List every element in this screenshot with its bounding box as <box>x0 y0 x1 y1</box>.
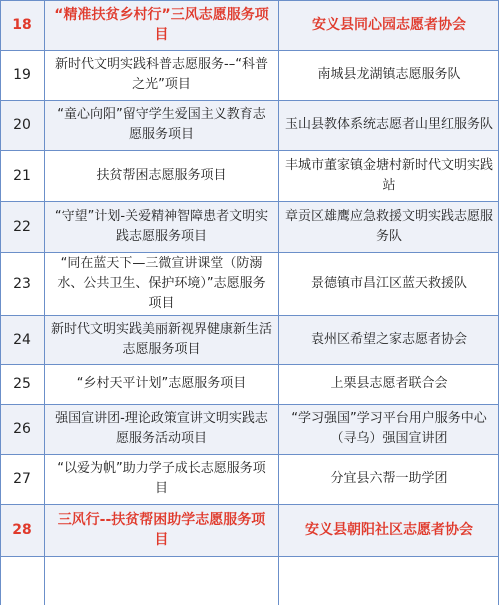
table-row <box>0 50 499 100</box>
column-divider <box>44 0 45 605</box>
row-divider <box>0 0 499 1</box>
project-name: 强国宣讲团-理论政策宣讲文明实践志愿服务活动项目 <box>55 411 268 446</box>
table-row <box>0 0 499 50</box>
organization-name: 安义县朝阳社区志愿者协会 <box>305 522 473 538</box>
organization-name: 分宜县六帮一助学团 <box>330 471 448 486</box>
row-number: 22 <box>13 218 31 235</box>
organization-name: 安义县同心园志愿者协会 <box>312 17 466 33</box>
organization-name: 上栗县志愿者联合会 <box>330 376 448 391</box>
row-divider <box>0 364 499 365</box>
row-number: 28 <box>12 522 32 538</box>
project-name: 三风行--扶贫帮困助学志愿服务项目 <box>57 512 266 548</box>
column-divider <box>0 0 1 605</box>
project-name: “同在蓝天下—三微宣讲课堂（防溺水、公共卫生、保护环境）”志愿服务项目 <box>57 255 266 311</box>
project-name: 新时代文明实践科普志愿服务-–“科普之光”项目 <box>55 57 268 92</box>
row-divider <box>0 100 499 101</box>
row-divider <box>0 556 499 557</box>
row-divider <box>0 252 499 253</box>
project-name: “乡村天平计划”志愿服务项目 <box>76 376 247 391</box>
row-number: 21 <box>13 167 31 184</box>
organization-name: 南城县龙湖镇志愿服务队 <box>317 67 461 82</box>
project-name: “守望”计划-关爱精神智障患者文明实践志愿服务项目 <box>54 208 269 244</box>
project-name: “精准扶贫乡村行”三风志愿服务项目 <box>54 7 269 43</box>
row-number: 27 <box>13 471 31 487</box>
row-divider <box>0 454 499 455</box>
table-row <box>0 315 499 364</box>
project-name: 扶贫帮困志愿服务项目 <box>96 167 227 183</box>
row-number: 18 <box>12 17 32 33</box>
row-number: 23 <box>13 275 31 292</box>
table-row <box>0 404 499 454</box>
row-number: 20 <box>13 117 31 133</box>
row-divider <box>0 315 499 316</box>
row-divider <box>0 504 499 505</box>
table-row <box>0 364 499 404</box>
row-number: 19 <box>13 67 31 83</box>
row-divider <box>0 404 499 405</box>
project-name: 新时代文明实践美丽新视界健康新生活志愿服务项目 <box>51 321 273 357</box>
table-row <box>0 504 499 556</box>
column-divider <box>278 0 279 605</box>
row-number: 24 <box>13 331 31 348</box>
organization-name: 玉山县教体系统志愿者山里红服务队 <box>285 117 494 132</box>
organization-name: 章贡区雄鹰应急救援文明实践志愿服务队 <box>285 208 494 244</box>
table-row <box>0 252 499 315</box>
row-divider <box>0 201 499 202</box>
table-row <box>0 100 499 150</box>
row-number: 26 <box>13 421 31 437</box>
project-name: “以爱为帆”助力学子成长志愿服务项目 <box>57 461 266 496</box>
project-name: “童心向阳”留守学生爱国主义教育志愿服务项目 <box>57 107 266 142</box>
row-divider <box>0 50 499 51</box>
organization-name: 丰城市董家镇金塘村新时代文明实践站 <box>285 157 494 193</box>
row-number: 25 <box>13 376 31 392</box>
organization-name: 袁州区希望之家志愿者协会 <box>310 331 467 347</box>
table-row <box>0 454 499 504</box>
table-row <box>0 201 499 252</box>
organization-name: 景德镇市昌江区蓝天救援队 <box>310 275 467 291</box>
table-row <box>0 150 499 201</box>
organization-name: “学习强国”学习平台用户服务中心（寻乌）强国宣讲团 <box>291 411 487 446</box>
row-divider <box>0 150 499 151</box>
